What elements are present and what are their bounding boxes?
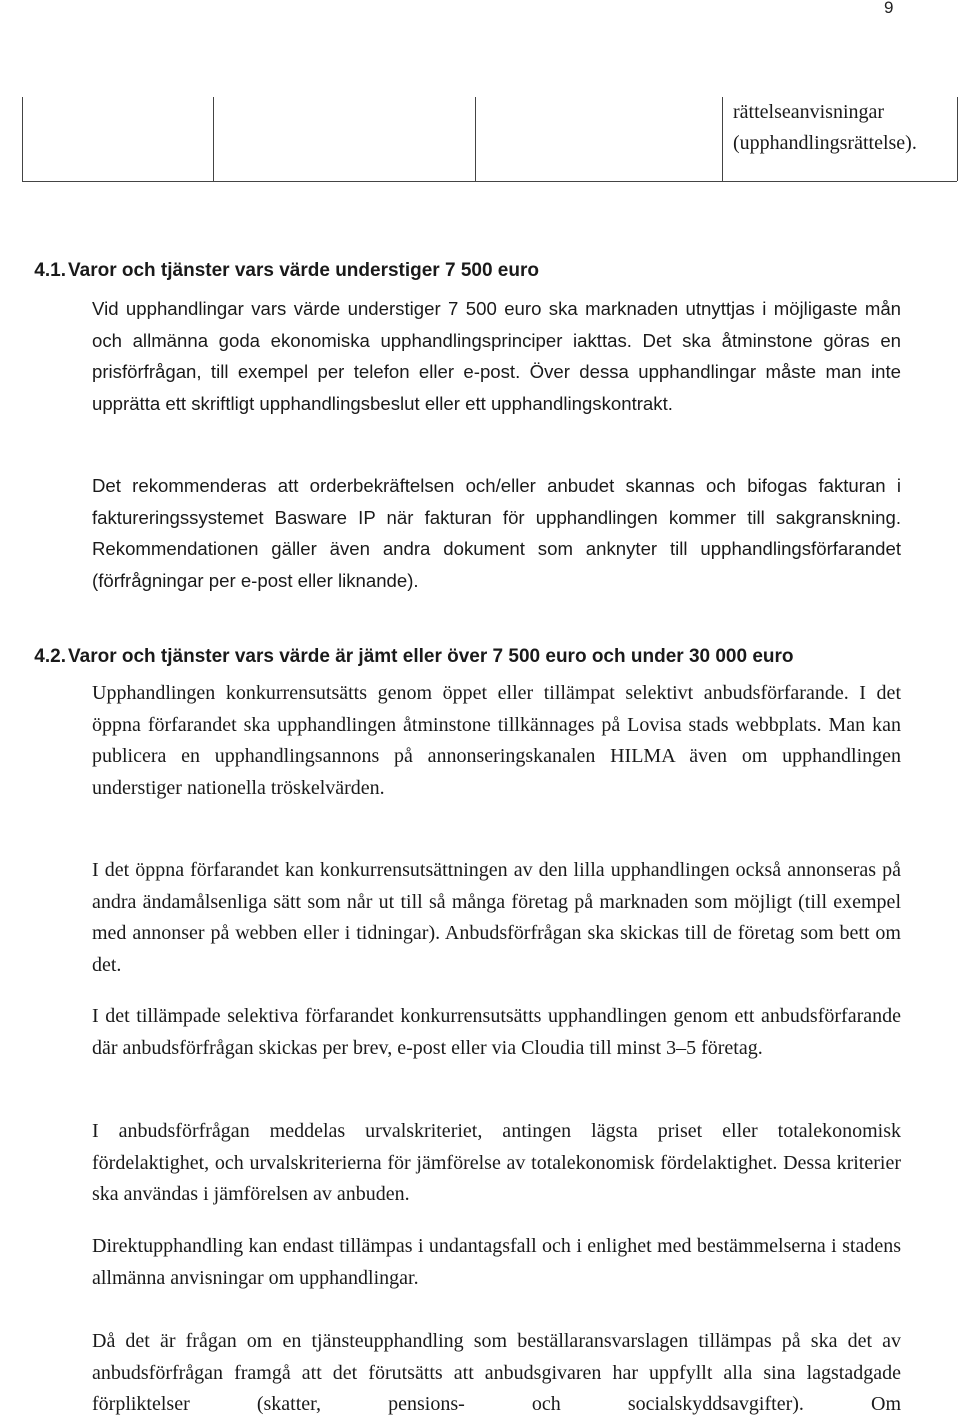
paragraph: Vid upphandlingar vars värde understiger 7 500 euro ska marknaden utnyttjas i möjligaste mån och allmänna goda ekonomiska upphandlingsprinciper iakttas. Det ska åtminstone göras en prisförfrågan, till exempel per telefon eller e-post. Över dessa upphandlingar måste man inte upprätta ett skriftligt upphandlingsbeslut eller ett upphandlingskontrakt. xyxy=(92,298,901,414)
section-number: 4.1. xyxy=(34,260,66,281)
paragraph: Det rekommenderas att orderbekräftelsen och/eller anbudet skannas och bifogas fakturan i faktureringssystemet Basware IP när fakturan för upphandlingen kommer till sakgranskning. Rekommendationen gäller även andra dokument som anknyter till upphandlingsförfarandet (förfrågningar per e-post eller liknande). xyxy=(92,475,901,591)
table-cell xyxy=(723,97,958,181)
table-fragment xyxy=(22,97,957,182)
table-cell-line: (upphandlingsrättelse). xyxy=(733,132,917,154)
section-title: Varor och tjänster vars värde är jämt eller över 7 500 euro och under 30 000 euro xyxy=(68,646,794,667)
table-cell-line: rättelseanvisningar xyxy=(733,101,885,123)
paragraph: Då det är frågan om en tjänsteupphandling som beställaransvarslagen tillämpas på ska det av anbudsförfrågan framgå att det förutsätts att anbudsgivaren har uppfyllt alla sina lagstadgade förpliktelser (skatter, pensions- och socialskyddsavgifter). Om xyxy=(92,1330,901,1416)
paragraph: Direktupphandling kan endast tillämpas i undantagsfall och i enlighet med bestämmelserna i stadens allmänna anvisningar om upphandlingar. xyxy=(92,1235,901,1289)
section-number: 4.2. xyxy=(34,646,66,667)
paragraph: I det tillämpade selektiva förfarandet konkurrensutsätts upphandlingen genom ett anbudsförfarande där anbudsförfrågan skickas per brev, e-post eller via Cloudia till minst 3–5 företag. xyxy=(92,1005,901,1059)
table-cell-text xyxy=(733,97,917,159)
paragraph: Upphandlingen konkurrensutsätts genom öppet eller tillämpat selektivt anbudsförfarande. I det öppna förfarandet ska upphandlingen åtminstone tillkännages på Lovisa stads webbplats. Man kan publicera en upphandlingsannons på annonseringskanalen HILMA även om upphandlingen understiger nationella tröskelvärden. xyxy=(92,682,901,799)
table-cell xyxy=(23,97,214,181)
table-cell xyxy=(476,97,723,181)
section-heading xyxy=(0,646,794,668)
page-number: 9 xyxy=(884,0,894,17)
section-heading xyxy=(0,260,539,282)
paragraph: I det öppna förfarandet kan konkurrensutsättningen av den lilla upphandlingen också annonseras på andra ändamålsenliga sätt som når ut till så många företag på marknaden som möjligt (till exempel med annonser på webben eller i tidningar). Anbudsförfrågan ska skickas till de företag som bett om det. xyxy=(92,859,901,976)
section-title: Varor och tjänster vars värde understiger 7 500 euro xyxy=(68,260,539,281)
table-cell xyxy=(214,97,476,181)
paragraph: I anbudsförfrågan meddelas urvalskriteriet, antingen lägsta priset eller totalekonomisk fördelaktighet, och urvalskriterierna för jämförelse av totalekonomisk fördelaktighet. Dessa kriterier ska användas i jämförelsen av anbuden. xyxy=(92,1120,901,1206)
